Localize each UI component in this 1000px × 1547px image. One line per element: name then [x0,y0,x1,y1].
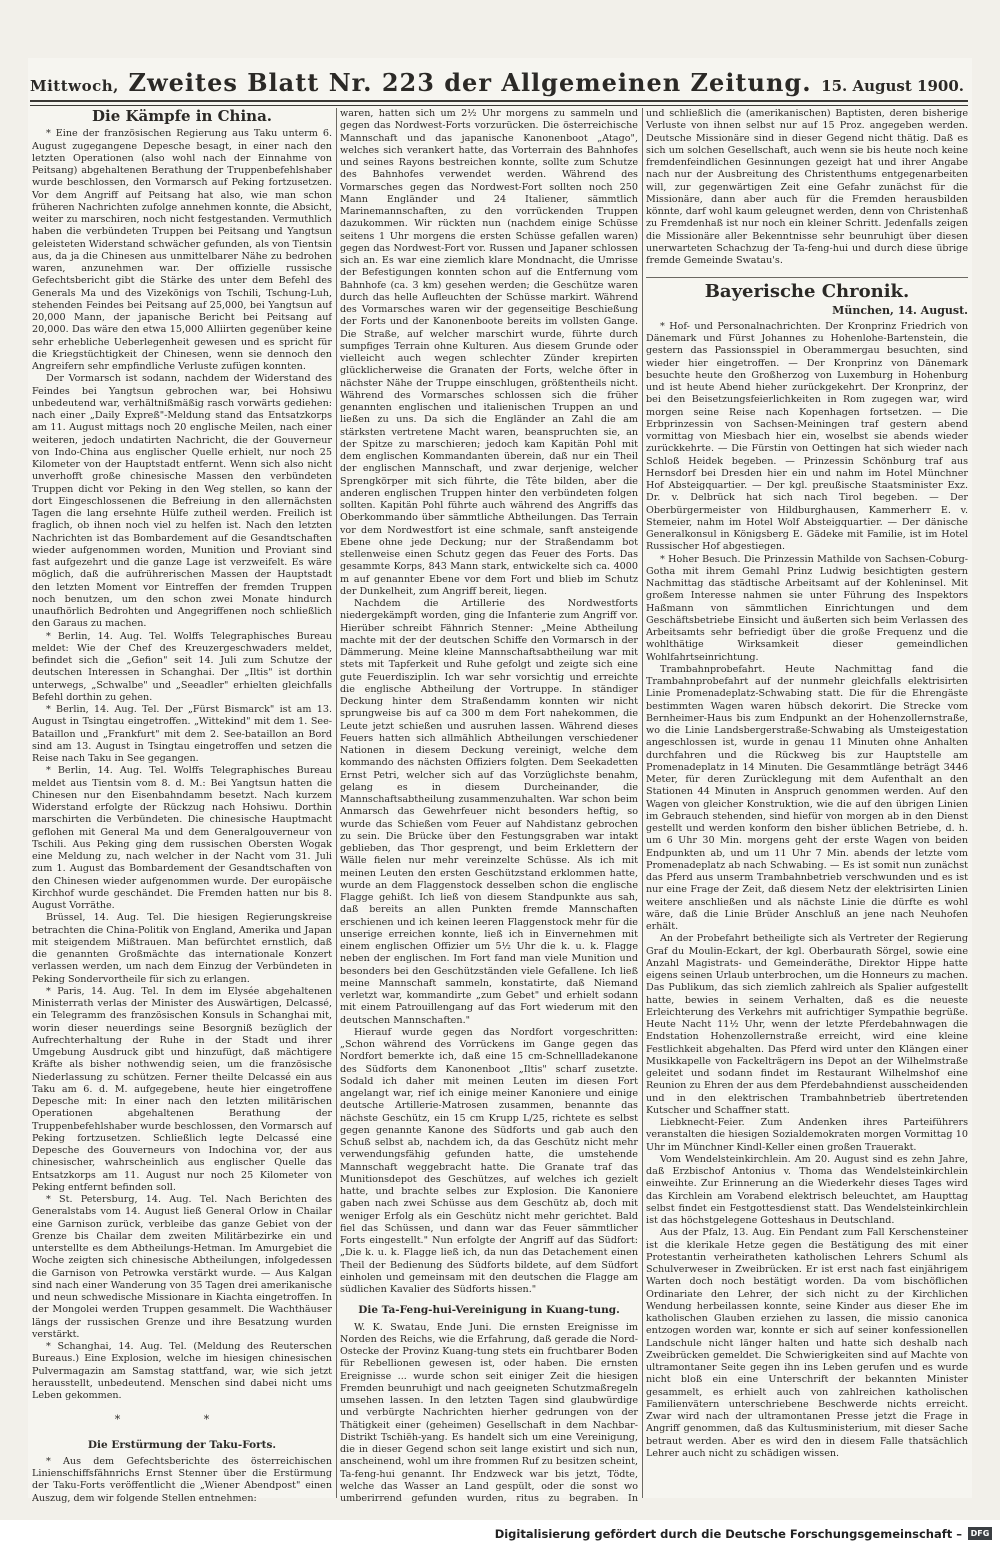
article-paragraph: * Berlin, 14. Aug. Tel. Wolffs Telegraphisches Bureau meldet aus Tientsin vom 8. d. M.: Bei Yangtsun hatten die Chinesen nur den Eisenbahndamm besetzt. Nach kurzem Widerstand erfolgte der Rückzug nach Hohsiwu. Dorthin marschirten die Verbündeten. Die chinesische Hauptmacht geflohen mit General Ma und dem Generalgouverneur von Tschili. Aus Peking ging dem russischen Obersten Wogak eine Meldung zu, nach welcher in der Nacht vom 31. Juli zum 1. August das Bombardement der Gesandtschaften von den Chinesen wieder aufgenommen wurde. Der europäische Kirchhof wurde geschändet. Die Fremden hatten nur bis 8. August Vorräthe. [32,765,332,911]
article-paragraph: Der Vormarsch ist sodann, nachdem der Widerstand des Feindes bei Yangtsun gebrochen war, bei Hohsiwu unbedeutend war, verhältnißmäßig rasch vorwärts gediehen: nach einer „Daily Expreß"-Meldung stand das Entsatzkorps am 11. August mittags noch 20 englische Meilen, nach einer weiteren, jedoch undatirten Nachricht, die der Gouverneur von Indo-China aus englischer Quelle erhielt, nur noch 25 Kilometer von der Hauptstadt entfernt. Wenn sich also nicht unverhofft große chinesische Massen den verbündeten Truppen dicht vor Peking in den Weg stellen, so kann der dort Eingeschlossenen die Befreiung in den allernächsten Tagen die lang ersehnte Hülfe zutheil werden. Freilich ist fraglich, ob ihnen noch viel zu helfen ist. Nach den letzten Nachrichten ist das Bombardement auf die Gesandtschaften wieder aufgenommen worden, Munition und Proviant sind fast aufgezehrt und die ganze Lage ist verzweifelt. Es wäre möglich, daß die aufrührerischen Massen der Hauptstadt den letzten Moment vor Eintreffen der fremden Truppen noch benutzen, um den schon zwei Monate hindurch unaufhörlich Bedrohten und Angegriffenen noch schließlich den Garaus zu machen. [32,373,332,630]
dateline: München, 14. August. [832,303,968,317]
article-paragraph: * Berlin, 14. Aug. Tel. Wolffs Telegraphisches Bureau meldet: Wie der Chef des Kreuzergeschwaders meldet, befindet sich die „Gefion" seit 14. Juli zum Schutze der deutschen Interessen in Schanghai. Der „Iltis" ist dorthin unterwegs, „Schwalbe" und „Seeadler" erhielten gleichfalls Befehl dorthin zu gehen. [32,630,332,703]
section-title-bavarian-chronicle: Bayerische Chronik. [646,277,968,298]
column-divider-1 [336,108,337,1498]
article-paragraph: Vom Wendelsteinkirchlein. Am 20. August sind es zehn Jahre, daß Erzbischof Antonius v. Thoma das Wendelsteinkirchlein einweihte. Zur Erinnerung an die Wiederkehr dieses Tages wird das Kirchlein am Vorabend elektrisch beleuchtet, am Haupttag selbst findet ein Festgottesdienst statt. Das Wendelsteinkirchlein ist das höchstgelegene Gotteshaus in Deutschland. [646,1153,968,1226]
column-1 [32,108,332,1506]
masthead-day: Mittwoch, [30,77,119,95]
article-paragraph: * Eine der französischen Regierung aus Taku unterm 6. August zugegangene Depesche besagt, in einer nach den letzten Operationen (also wohl nach der Einnahme von Peitsang) abgehaltenen Berathung der Truppenbefehlshaber wurde beschlossen, den Vormarsch auf Peking fortzusetzen. Vor dem Angriff auf Peitsang hat also, wie man schon früheren Nachrichten zufolge annehmen konnte, die Absicht, weiter zu marschiren, noch nicht festgestanden. Vermuthlich haben die verbündeten Truppen bei Peitsang und Yangtsun geleisteten Widerstand schwächer gefunden, als von Tientsin aus, da ja die Chinesen aus unmittelbarer Nähe zu bedrohen waren, anzunehmen war. Der offizielle russische Gefechtsbericht gibt die Stärke des unter dem Befehl des Generals Ma und des Vizekönigs von Tschili, Tschung-Luh, stehenden Feindes bei Peitsang auf 25,000, bei Yangtsun auf 20,000 Mann, der japanische Bericht bei Peitsang auf 20,000. Das wäre den etwa 15,000 Alliirten gegenüber keine sehr erhebliche Ueberlegenheit gewesen und es spricht für die Kriegstüchtigkeit der Chinesen, wenn sie dennoch den Angreifern sehr empfindliche Verluste zufügen konnten. [32,128,332,372]
article-subtitle-tafenghui: Die Ta-Feng-hui-Vereinigung in Kuang-tung. [358,1304,620,1317]
article-paragraph [32,1505,332,1506]
column-divider-2 [642,108,643,1498]
article-paragraph: * St. Petersburg, 14. Aug. Tel. Nach Berichten des Generalstabs vom 14. August ließ General Orlow in Chailar eine Garnison zurück, verbleibe das ganze Gebiet von der Grenze bis Chailar dem zweiten Militärbezirke ein und unterstellte es dem Abtheilungs-Hetman. Im Amurgebiet die Woche zeigten sich chinesische Abtheilungen, infolgedessen die Garnison von Petrowka verstärkt wurde. — Aus Kalgan sind nach einer Wanderung von 35 Tagen drei amerikanische und neun schwedische Missionare in Kiachta eingetroffen. In der Mongolei werden Truppen gesammelt. Die Wachthäuser längs der russischen Grenze und ihre Besatzung wurden verstärkt. [32,1194,332,1340]
article-paragraph: * Berlin, 14. Aug. Tel. Der „Fürst Bismarck" ist am 13. August in Tsingtau eingetroffen. „Wittekind" mit dem 1. See-Bataillon und „Frankfurt" mit dem 2. See-bataillon an Bord sind am 13. August in Tsingtau eingetroffen und setzen die Reise nach Taku in See gegangen. [32,704,332,764]
masthead-rule [30,100,968,106]
article-paragraph: * Paris, 14. Aug. Tel. In dem im Elysée abgehaltenen Ministerrath verlas der Minister des Auswärtigen, Delcassé, ein Telegramm des französischen Konsuls in Schanghai mit, worin dieser neuerdings seine Besorgniß bezüglich der Aufrechterhaltung der Ruhe in der Stadt und ihrer Umgebung Ausdruck gibt und hinzufügt, daß mächtigere Kräfte als bisher nothwendig seien, um die französische Niederlassung zu schützen. Ferner theilte Delcassé ein aus Taku am 6. d. M. aufgegebene, heute hier eingetroffene Depesche mit: In einer nach den letzten militärischen Operationen abgehaltenen Berathung der Truppenbefehlshaber wurde beschlossen, den Vormarsch auf Peking fortzusetzen. Schließlich legte Delcassé eine Depesche des Gouverneurs von Indochina vor, der aus chinesischer, wahrscheinlich aus englischer Quelle das Entsatzkorps am 11. August nur noch 25 Kilometer von Peking entfernt befinden soll. [32,985,332,1193]
article-paragraph: Brüssel, 14. Aug. Tel. Die hiesigen Regierungskreise betrachten die China-Politik von England, Amerika und Japan mit steigendem Mißtrauen. Man befürchtet ernstlich, daß die genannten Großmächte das internationale Konzert verlassen werden, um nach dem Einzug der Verbündeten in Peking Sondervortheile für sich zu erlangen. [32,912,332,985]
dfg-logo-icon: DFG [968,1527,992,1540]
article-subtitle-taku: Die Erstürmung der Taku-Forts. [87,1438,277,1451]
article-paragraph: * Hof- und Personalnachrichten. Der Kronprinz Friedrich von Dänemark und Fürst Johannes zu Hohenlohe-Bartenstein, die gestern das Passionsspiel in Oberammergau besuchten, sind wieder hier eingetroffen. — Der Kronprinz von Dänemark besuchte heute den Großherzog von Luxemburg in Hohenburg und ist heute Abend hieher zurückgekehrt. Der Kronprinz, der bei den Beisetzungsfeierlichkeiten in Rom zugegen war, wird morgen seine Reise nach Kopenhagen fortsetzen. — Die Erbprinzessin von Sachsen-Meiningen traf gestern abend vormittag von Miesbach hier ein, woselbst sie abends wieder zurückkehrte. — Die Fürstin von Oettingen hat sich wieder nach Schloß Heidek begeben. — Prinzessin Schönburg traf aus Hernsdorf bei Dresden hier ein und nahm im Hotel Münchner Hof Absteigquartier. — Der kgl. preußische Staatsminister Exz. Dr. v. Delbrück hat sich nach Tirol begeben. — Der Oberbürgermeister von Hildburghausen, Kammerherr E. v. Stemeier, nahm im Hotel Wolf Absteigquartier. — Der dänische Generalkonsul in Königsberg E. Gädeke mit Familie, ist im Hotel Russischer Hof abgestiegen. [646,320,968,553]
masthead [30,68,964,98]
masthead-date: 15. August 1900. [821,77,964,95]
digitization-footer [0,1520,1000,1547]
article-paragraph: Nachdem die Artillerie des Nordwestforts niedergekämpft worden, ging die Infanterie zum Angriff vor. Hierüber schreibt Fähnrich Stenner: „Meine Abtheilung machte mit der der deutschen Schiffe den Vormarsch in der Dämmerung. Meine kleine Mannschaftsabtheilung war mit stets mit Tapferkeit und Ruhe gefolgt und zeigte sich eine gute Feuerdisziplin. Ich war sehr vorsichtig und erreichte die englische Abtheilung der Vortruppe. In ständiger Deckung hinter dem Straßendamm konnten wir nicht sprungweise bis auf ca 300 m dem Fort nahekommen, die Leute jetzt schießen und ausruhen lassen. Während dieses Feuers hatten sich allmählich Abtheilungen verschiedener Nationen in diesem Deckung vereinigt, welche dem kommando des nächsten Offiziers folgten. Dem Seekadetten Ernst Petri, welcher sich auf das Vorzüglichste benahm, gelang es in diesem Durcheinander, die Mannschaftsabtheilung zusammenzuhalten. War schon beim Anmarsch das Gewehrfeuer nicht besonders heftig, so wurde das Schießen vom Feuer auf Nahdistanz gebrochen zu sein. Die Brücke über den Festungsgraben war intakt geblieben, das Thor gesprengt, und beim Erklettern der Wälle fielen nur mehr vereinzelte Schüsse. Als ich mit meinen Leuten den ersten Geschützstand erklommen hatte, wurde an dem Flaggenstock desselben schon die englische Flagge gehißt. Ich ließ von diesem Standpunkte aus sah, daß bereits an allen Punkten fremde Mannschaften erschienen und ich keinen leeren Flaggenstock mehr für die unserige erreichen konnte, ließ ich in Einvernehmen mit einem englischen Offizier um 5½ Uhr die k. u. k. Flagge neben der englischen. Im Fort fand man viele Munition und besonders bei den Geschützständen viele Gefallene. Ich ließ meine Mannschaft sammeln, konstatirte, daß Niemand verletzt war, kommandirte „zum Gebet" und erhielt sodann mit einem Patrouillengang auf das Fort wiederum mit den deutschen Mannschaften." [340,598,638,1026]
article-paragraph: Liebknecht-Feier. Zum Andenken ihres Parteiführers veranstalten die hiesigen Sozialdemokraten morgen Vormittag 10 Uhr im Münchner Kindl-Keller einen großen Trauerakt. [646,1117,968,1153]
article-paragraph: An der Probefahrt betheiligte sich als Vertreter der Regierung Graf du Moulin-Eckart, der kgl. Oberbaurath Sörgel, sowie eine Anzahl Magistrats- und Gemeinderäthe, Direktor Hippe hatte eigens seinen Urlaub unterbrochen, um die Honneurs zu machen. Das Publikum, das sich ziemlich zahlreich als Spalier aufgestellt hatte, bewies in seinem Verhalten, daß es die neueste Erleichterung des Verkehrs mit aufrichtiger Sympathie begrüße. Heute Nacht 11½ Uhr, wenn der letzte Pferdebahnwagen die Endstation Hohenzollernstraße erreicht, wird eine kleine Festlichkeit abgehalten. Das Pferd wird unter den Klängen einer Musikkapelle von Fackelträgern ins Depot an der Wilhelmstraße geleitet und sodann findet im Restaurant Wilhelmshof eine Reunion zu Ehren der aus dem Pferdebahndienst ausscheidenden und in den elektrischen Trambahnbetrieb übertretenden Kutscher und Schaffner statt. [646,933,968,1116]
article-paragraph: waren, hatten sich um 2½ Uhr morgens zu sammeln und gegen das Nordwest-Forts vorzurücken. Die österreichische Mannschaft und das japanische Kanonenboot „Atago", welches sich verankert hatte, das Vorterrain des Bahnhofes und seines Rayons bestreichen konnte, sollte zum Schutze des Bahnhofes verwendet werden. Während des Vormarsches gegen das Nordwest-Fort sollten noch 250 Mann Engländer und 24 Italiener, sämmtlich Marinemannschaften, zu den vorrückenden Truppen dazukommen. Wir rückten nun (nachdem einige Schüsse seitens 1 Uhr morgens die ersten Schüsse gefallen waren) gegen das Nordwest-Fort vor. Russen und Japaner schlossen sich an. Es war eine ziemlich klare Mondnacht, die Umrisse der Befestigungen konnten schon auf die Entfernung vom Bahnhofe (ca. 3 km) gesehen werden; die Geschütze waren durch das helle Aufleuchten der Schüsse markirt. Während des Vormarsches waren wir der gegenseitige Beschießung der Forts und der Kanonenboote bereits im vollsten Gange. Die Straße, auf welcher marschirt wurde, führte durch sumpfiges Terrain ohne Kulturen. Aus diesem Grunde oder vielleicht auch wegen schlechter Zünder krepirten glücklicherweise die Granaten der Forts, welche öfter in nächster Nähe der Truppe einschlugen, größtentheils nicht. Während des Vormarsches schlossen sich die früher genannten englischen und italienischen Truppen an und ließen zu uns. Da sich die Engländer an Zahl die am stärksten vertretene Macht waren, beanspruchten sie, an der Spitze zu marschieren; jedoch kam Kapitän Pohl mit dem englischen Kommandanten überein, daß nur ein Theil der englischen Mannschaft, und zwar derjenige, welcher Sprengkörper mit sich führte, die Tête bilden, aber die anderen englischen Truppen hinter den verbündeten folgen sollten. Kapitän Pohl führte auch während des Angriffs das Oberkommando über sämmtliche Abtheilungen. Das Terrain vor dem Nordwestfort ist eine schmale, sanft ansteigende Ebene ohne jede Deckung; nur der Straßendamm bot stellenweise einen Schutz gegen das Feuer des Forts. Das gesammte Korps, 843 Mann stark, entwickelte sich ca. 4000 m auf genannter Ebene vor dem Fort und blieb im Schutz der Dunkelheit, zum Angriff bereit, liegen. [340,108,638,597]
article-paragraph: Hierauf wurde gegen das Nordfort vorgeschritten: „Schon während des Vorrückens im Gange gegen das Nordfort bemerkte ich, daß eine 15 cm-Schnellladekanone des Südforts dem Kanonenboot „Iltis" scharf zusetzte. Sodald ich daher mit meinen Leuten im diesen Fort angelangt war, rief ich einige meiner Kanoniere und einige deutsche Artillerie-Matrosen zusammen, benannte das nächste Geschütz, ein 15 cm Krupp L/25, richtete es selbst gegen genannte Kanone des Südforts und gab auch den Schuß selbst ab, nachdem ich, da das Geschütz nicht mehr verwendungsfähig gefunden hatte, die umstehende Mannschaft weggebracht hatte. Die Granate traf das Munitionsdepot des Geschützes, auf welches ich gezielt hatte, und brachte selbes zur Explosion. Die Kanoniere gaben nach zwei Schüsse aus dem Geschütz ab, doch mit weniger Erfolg als ein Geschütz nicht mehr gerichtet. Bald fiel das Schüssen, und dann war das Feuer sämmtlicher Forts eingestellt." Nun erfolgte der Angriff auf das Südfort: „Die k. u. k. Flagge ließ ich, da nun das Detachement einen Theil der Bedienung des Südforts bildete, auf dem Südfort einholen und gemeinsam mit den deutschen die Flagge am südlichen Kavalier des Südforts hissen." [340,1026,638,1295]
article-paragraph: * Hoher Besuch. Die Prinzessin Mathilde von Sachsen-Coburg-Gotha mit ihrem Gemahl Prinz Ludwig besichtigten gestern Nachmittag das städtische Arbeitsamt auf der Kohleninsel. Mit großem Interesse nahmen sie unter Führung des Inspektors Haßmann von sämmtlichen Einrichtungen und dem Geschäftsbetriebe Einsicht und äußerten sich beim Verlassen des Arbeitsamts sehr befriedigt über die große Frequenz und die wohlthätige Wirksamkeit dieser gemeindlichen Wohlfahrtseinrichtung. [646,553,968,663]
masthead-title: Zweites Blatt Nr. 223 der Allgemeinen Zeitung. [128,68,812,97]
column-2 [340,108,638,1506]
section-separator-stars: * * [114,1413,250,1427]
article-paragraph: Trambahnprobefahrt. Heute Nachmittag fand die Trambahnprobefahrt auf der nunmehr gleichfalls elektrisirten Linie Promenadeplatz-Schwabing statt. Die für die Ehrengäste bestimmten Wagen waren hübsch dekorirt. Die Strecke vom Bernheimer-Haus bis zum Endpunkt an der Hohenzollernstraße, wo die Linie Landsbergerstraße-Schwabing als Umsteigestation angeschlossen ist, wurde in genau 11 Minuten ohne Anhalten durchfahren und die Rückweg bis zur Hauptstelle am Promenadeplatz in 14 Minuten. Die Gesammtlänge beträgt 3446 Meter, für deren Zurücklegung mit dem Aufenthalt an den Stationen 44 Minuten in Anspruch genommen werden. Auf den Wagen von gleicher Konstruktion, wie die auf den übrigen Linien im Gebrauch stehenden, sind hiefür von morgen ab in den Dienst gestellt und werden konform den bisher üblichen Betriebe, d. h. um 6 Uhr 30 Min. morgens geht der erste Wagen von beiden Endpunkten ab, und um 11 Uhr 7 Min. abends der letzte vom Promenadeplatz ab nach Schwabing. — Es ist somit nun zunächst das Pferd aus unserm Trambahnbetrieb verschwunden und es ist nur eine Frage der Zeit, daß diesem Netz der elektrisirten Linien weitere anschließen und als nächste Linie die dürfte es wohl wäre, daß die Linie Brüder Anschluß an jene nach Neuhofen erhält. [646,663,968,932]
column-3 [646,108,968,1506]
article-paragraph: Aus der Pfalz, 13. Aug. Ein Pendant zum Fall Kerschensteiner ist die klerikale Hetze gegen die Bestätigung des mit einer Protestantin verheiratheten katholischen Lehrers Schuml als Schulverweser in Zweibrücken. Er ist erst nach fast einjährigem Warten doch noch bestätigt worden. Da vom bischöflichen Ordinariate den Lehrer, der sich nicht zu der Kirchlichen Wendung herbeilassen konnte, seine Kinder aus dieser Ehe im katholischen Glauben erziehen zu lassen, die missio canonica entzogen worden war, konnte er sich auf seiner konfessionellen Landschule nicht länger halten und hatte sich deshalb nach Zweibrücken gemeldet. Die Schwierigkeiten sind auf Machte von ultramontaner Seite gegen ihn ins Leben gerufen und es wurde nicht bloß ein eine Unterschrift der bekannten Minister gesammelt, es erhielt auch von zahlreichen katholischen Familienvätern unterschriebene Beschwerde nichts erreicht. Zwar wird nach der ultramontanen Presse jetzt die Frage in Angriff genommen, daß das Kultusministerium, mit dieser Sache betraut werden. Aber es wird den in diesem Falle thatsächlich Lehrer auch nicht zu schädigen wissen. [646,1227,968,1459]
article-paragraph: W. K. Swatau, Ende Juni. Die ernsten Ereignisse im Norden des Reichs, wie die Erfahrung, daß gerade die Nord-Ostecke der Provinz Kuang-tung stets ein fruchtbarer Boden für Rebellionen gewesen ist, oder haben. Die ernsten Ereignisse ... wurde schon seit einiger Zeit die hiesigen Fremden beunruhigt und nach geeigneten Schutzmaßregeln umsehen lassen. In den letzten Tagen sind glaubwürdige und verbürgte Nachrichten hierher gedrungen von der Thätigkeit einer (geheimen) Gesellschaft in dem Nachbar-Distrikt Tschiëh-yang. Es handelt sich um eine Vereinigung, die in dieser Gegend schon seit lange existirt und sich nun, anscheinend, wohl um ihre frommen Ruf zu besitzen scheint, Ta-feng-hui genannt. Ihr Endzweck war bis jetzt, Tödte, welche das Wasser an Land gespült, oder die sonst wo umberirrend gefunden wurden, ritus zu begraben. In [340,1321,638,1504]
funding-notice: Digitalisierung gefördert durch die Deutsche Forschungsgemeinschaft – [494,1527,962,1541]
article-paragraph: * Schanghai, 14. Aug. Tel. (Meldung des Reuterschen Bureaus.) Eine Explosion, welche im hiesigen chinesischen Pulvermagazin am Samstag stattfand, war, wie sich jetzt herausstellt, unbedeutend. Menschen sind dabei nicht ums Leben gekommen. [32,1341,332,1401]
article-paragraph: * Aus dem Gefechtsberichte des österreichischen Linienschiffsfähnrichs Ernst Stenner über die Erstürmung der Taku-Forts veröffentlicht die „Wiener Abendpost" einen Auszug, dem wir folgende Stellen entnehmen: [32,1455,332,1504]
article-paragraph: und schließlich die (amerikanischen) Baptisten, deren bisherige Verluste von ihnen selbst nur auf 15 Proz. angegeben werden. Deutsche Missionäre sind in dieser Gegend nicht thätig. Daß es sich um solchen Gesellschaft, auch wenn sie bis heute noch keine fremdenfeindlichen Gesinnungen gezeigt hat und ihrer Angabe nach nur der Ausbreitung des Christenthums entgegenarbeiten will, zur gegenwärtigen Zeit eine Gefahr zunächst für die Missionäre, dann aber auch für die Fremden herausbilden könnte, darf wohl kaum geleugnet werden, denn von Christenhaß zu Fremdenhaß ist nur noch ein kleiner Schritt. Jedenfalls zeigen die Missionäre aller Bekenntnisse sehr beunruhigt über diesen unerwarteten Schachzug der Ta-feng-hui und durch diese übrige fremde Gemeinde Swatau's. [646,108,968,266]
article-title-china: Die Kämpfe in China. [91,108,273,125]
